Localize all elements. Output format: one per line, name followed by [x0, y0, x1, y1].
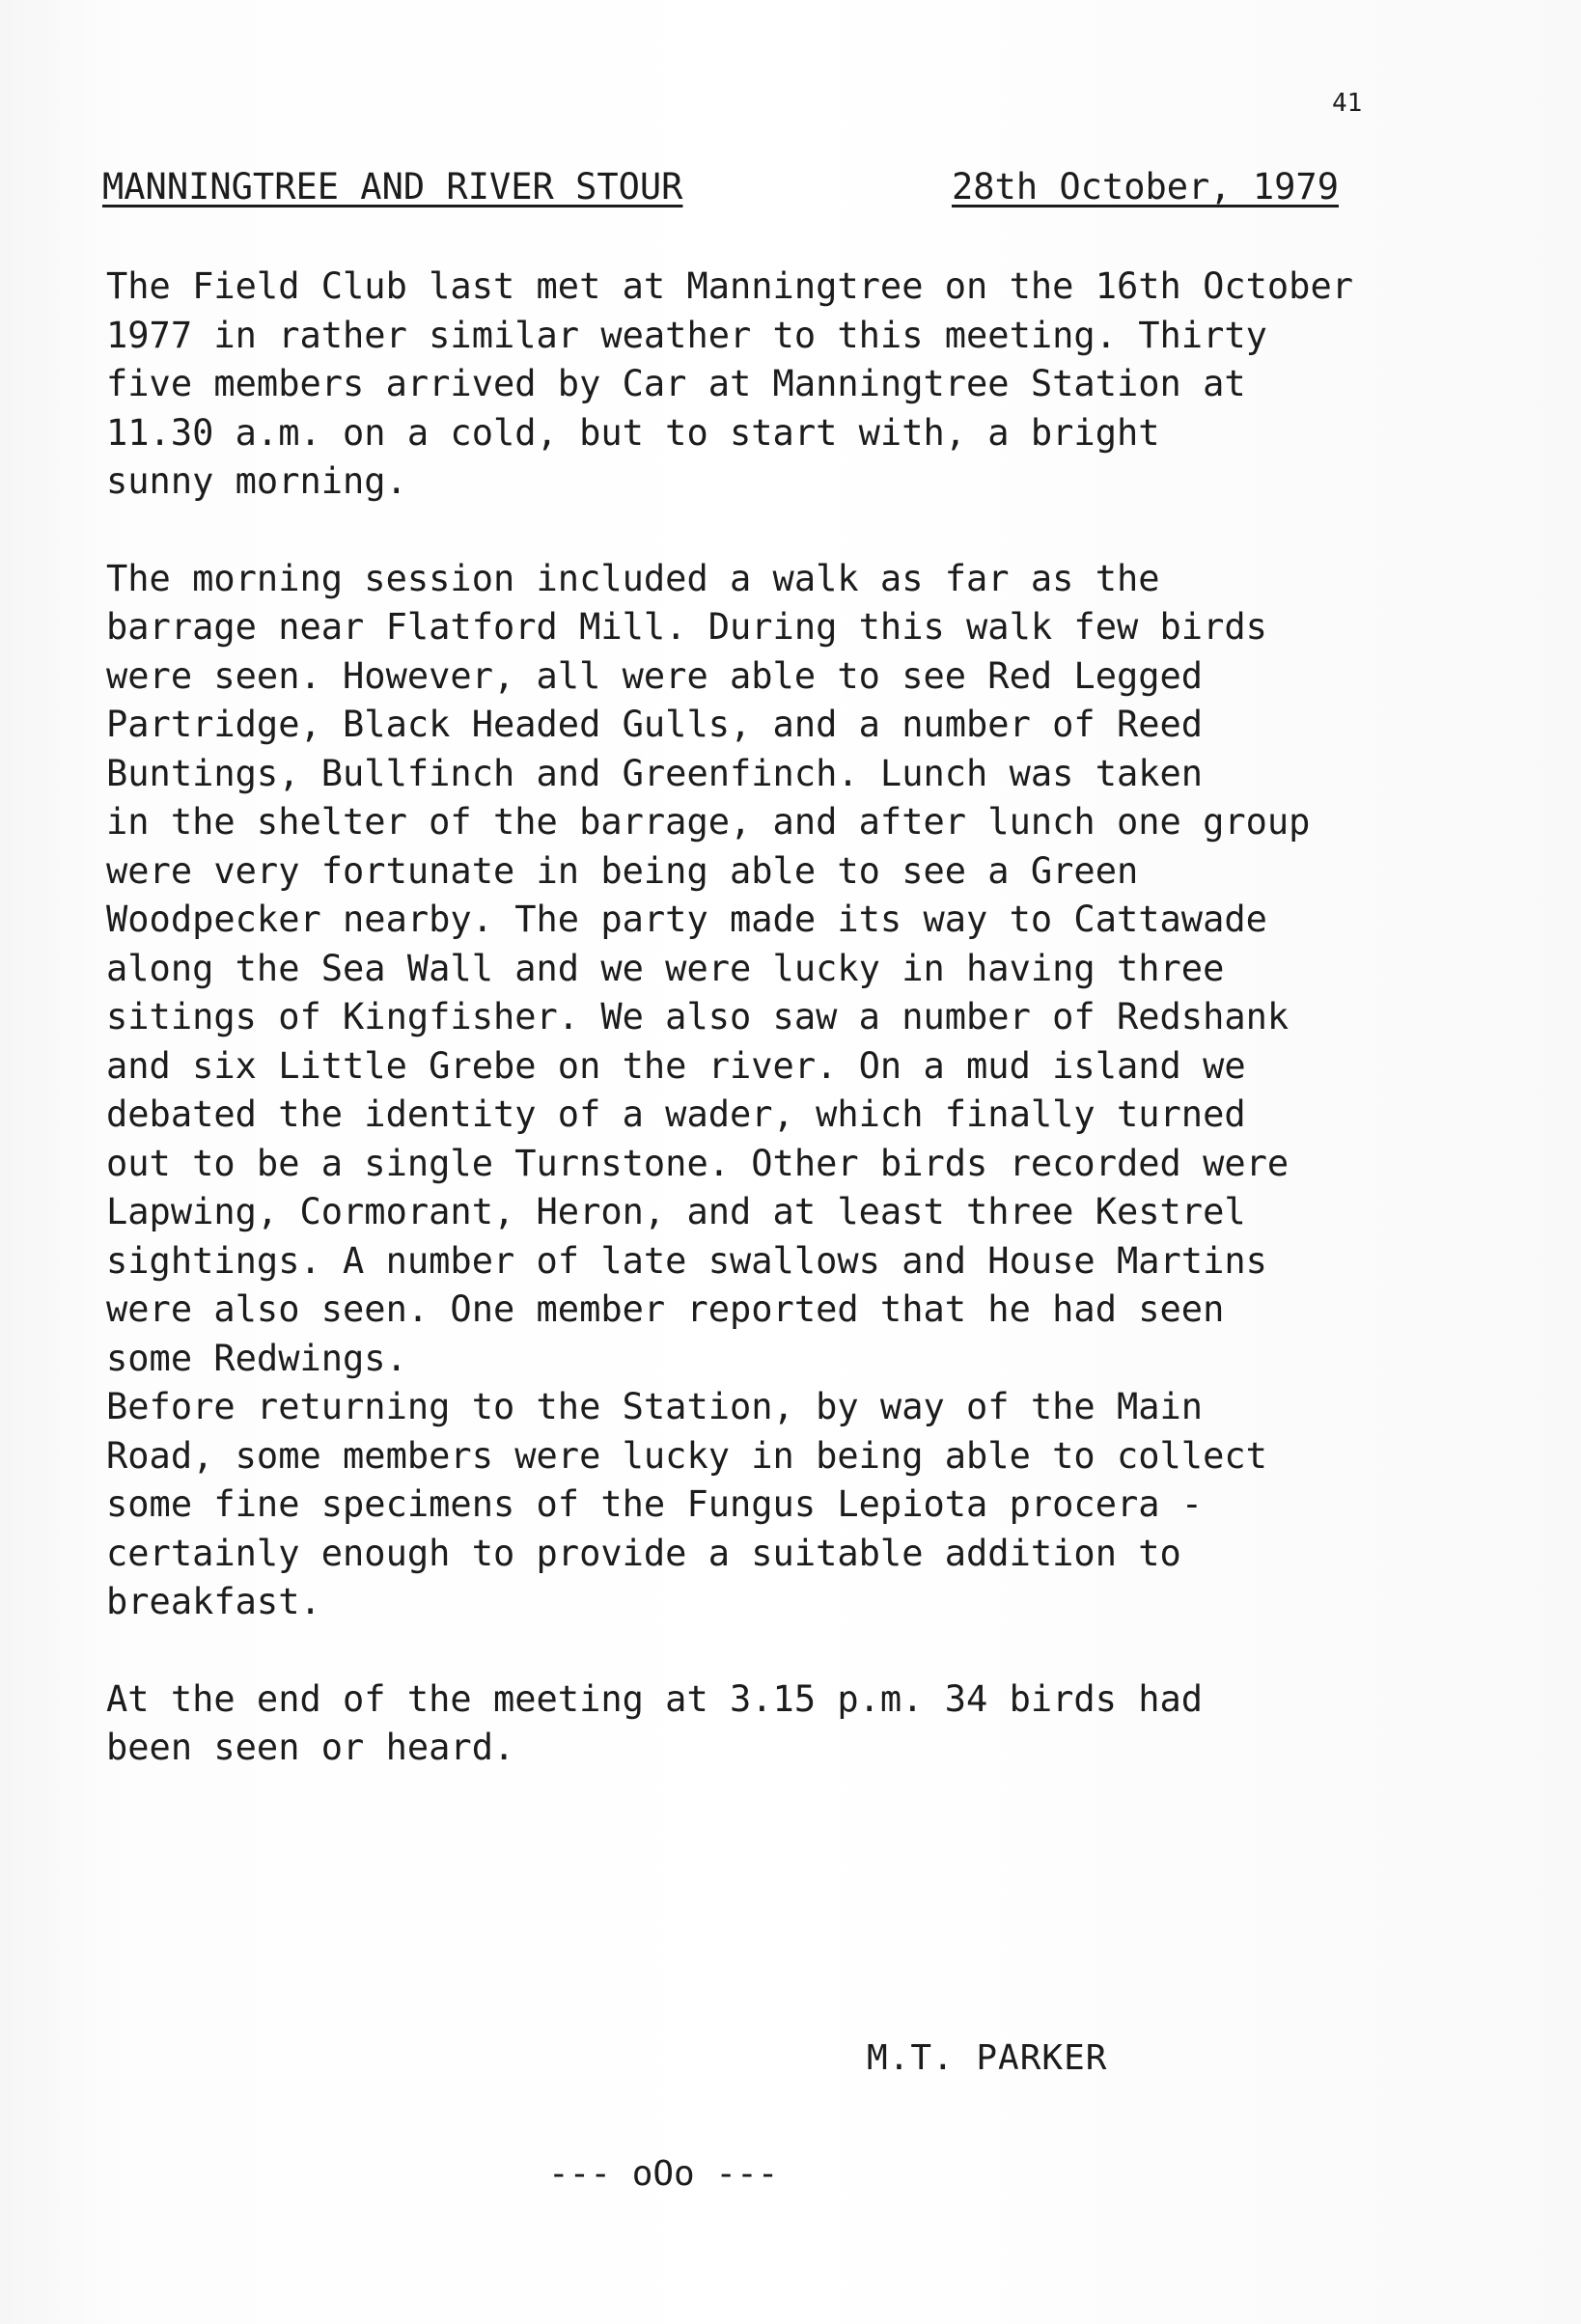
author-signature: M.T. PARKER	[867, 2038, 1108, 2078]
paragraph-intro: The Field Club last met at Manningtree on the 16th October 1977 in rather similar weather to this meeting. Thirty five members arrived by Car at Manningtree Station at 11.30 a.m. on a cold, but to start with, a bright sunny morning.	[106, 265, 1354, 502]
end-mark: --- oOo ---	[548, 2154, 779, 2194]
article-body	[106, 263, 1525, 1773]
article-title: MANNINGTREE AND RIVER STOUR	[102, 166, 683, 208]
article-date: 28th October, 1979	[952, 166, 1339, 208]
paragraph-morning-session: The morning session included a walk as far as the barrage near Flatford Mill. During this walk few birds were seen. However, all were able to see Red Legged Partridge, Black Headed Gulls, and a number of Reed Buntings, Bullfinch and Greenfinch. Lunch was taken in the shelter of the barrage, and after lunch one group were very fortunate in being able to see a Green Woodpecker nearby. The party made its way to Cattawade along the Sea Wall and we were lucky in having three sitings of Kingfisher. We also saw a number of Redshank and six Little Grebe on the river. On a mud island we debated the identity of a wader, which finally turned out to be a single Turnstone. Other birds recorded were Lapwing, Cormorant, Heron, and at least three Kestrel sightings. A number of late swallows and House Martins were also seen. One member reported that he had seen some Redwings.	[106, 557, 1311, 1379]
paragraph-fungus: Before returning to the Station, by way of the Main Road, some members were lucky in being able to collect some fine specimens of the Fungus Lepiota procera - certainly enough to provide a suitable addition to breakfast.	[106, 1386, 1267, 1622]
paragraph-summary: At the end of the meeting at 3.15 p.m. 34 birds had been seen or heard.	[106, 1677, 1204, 1768]
page-number: 41	[1332, 89, 1363, 118]
